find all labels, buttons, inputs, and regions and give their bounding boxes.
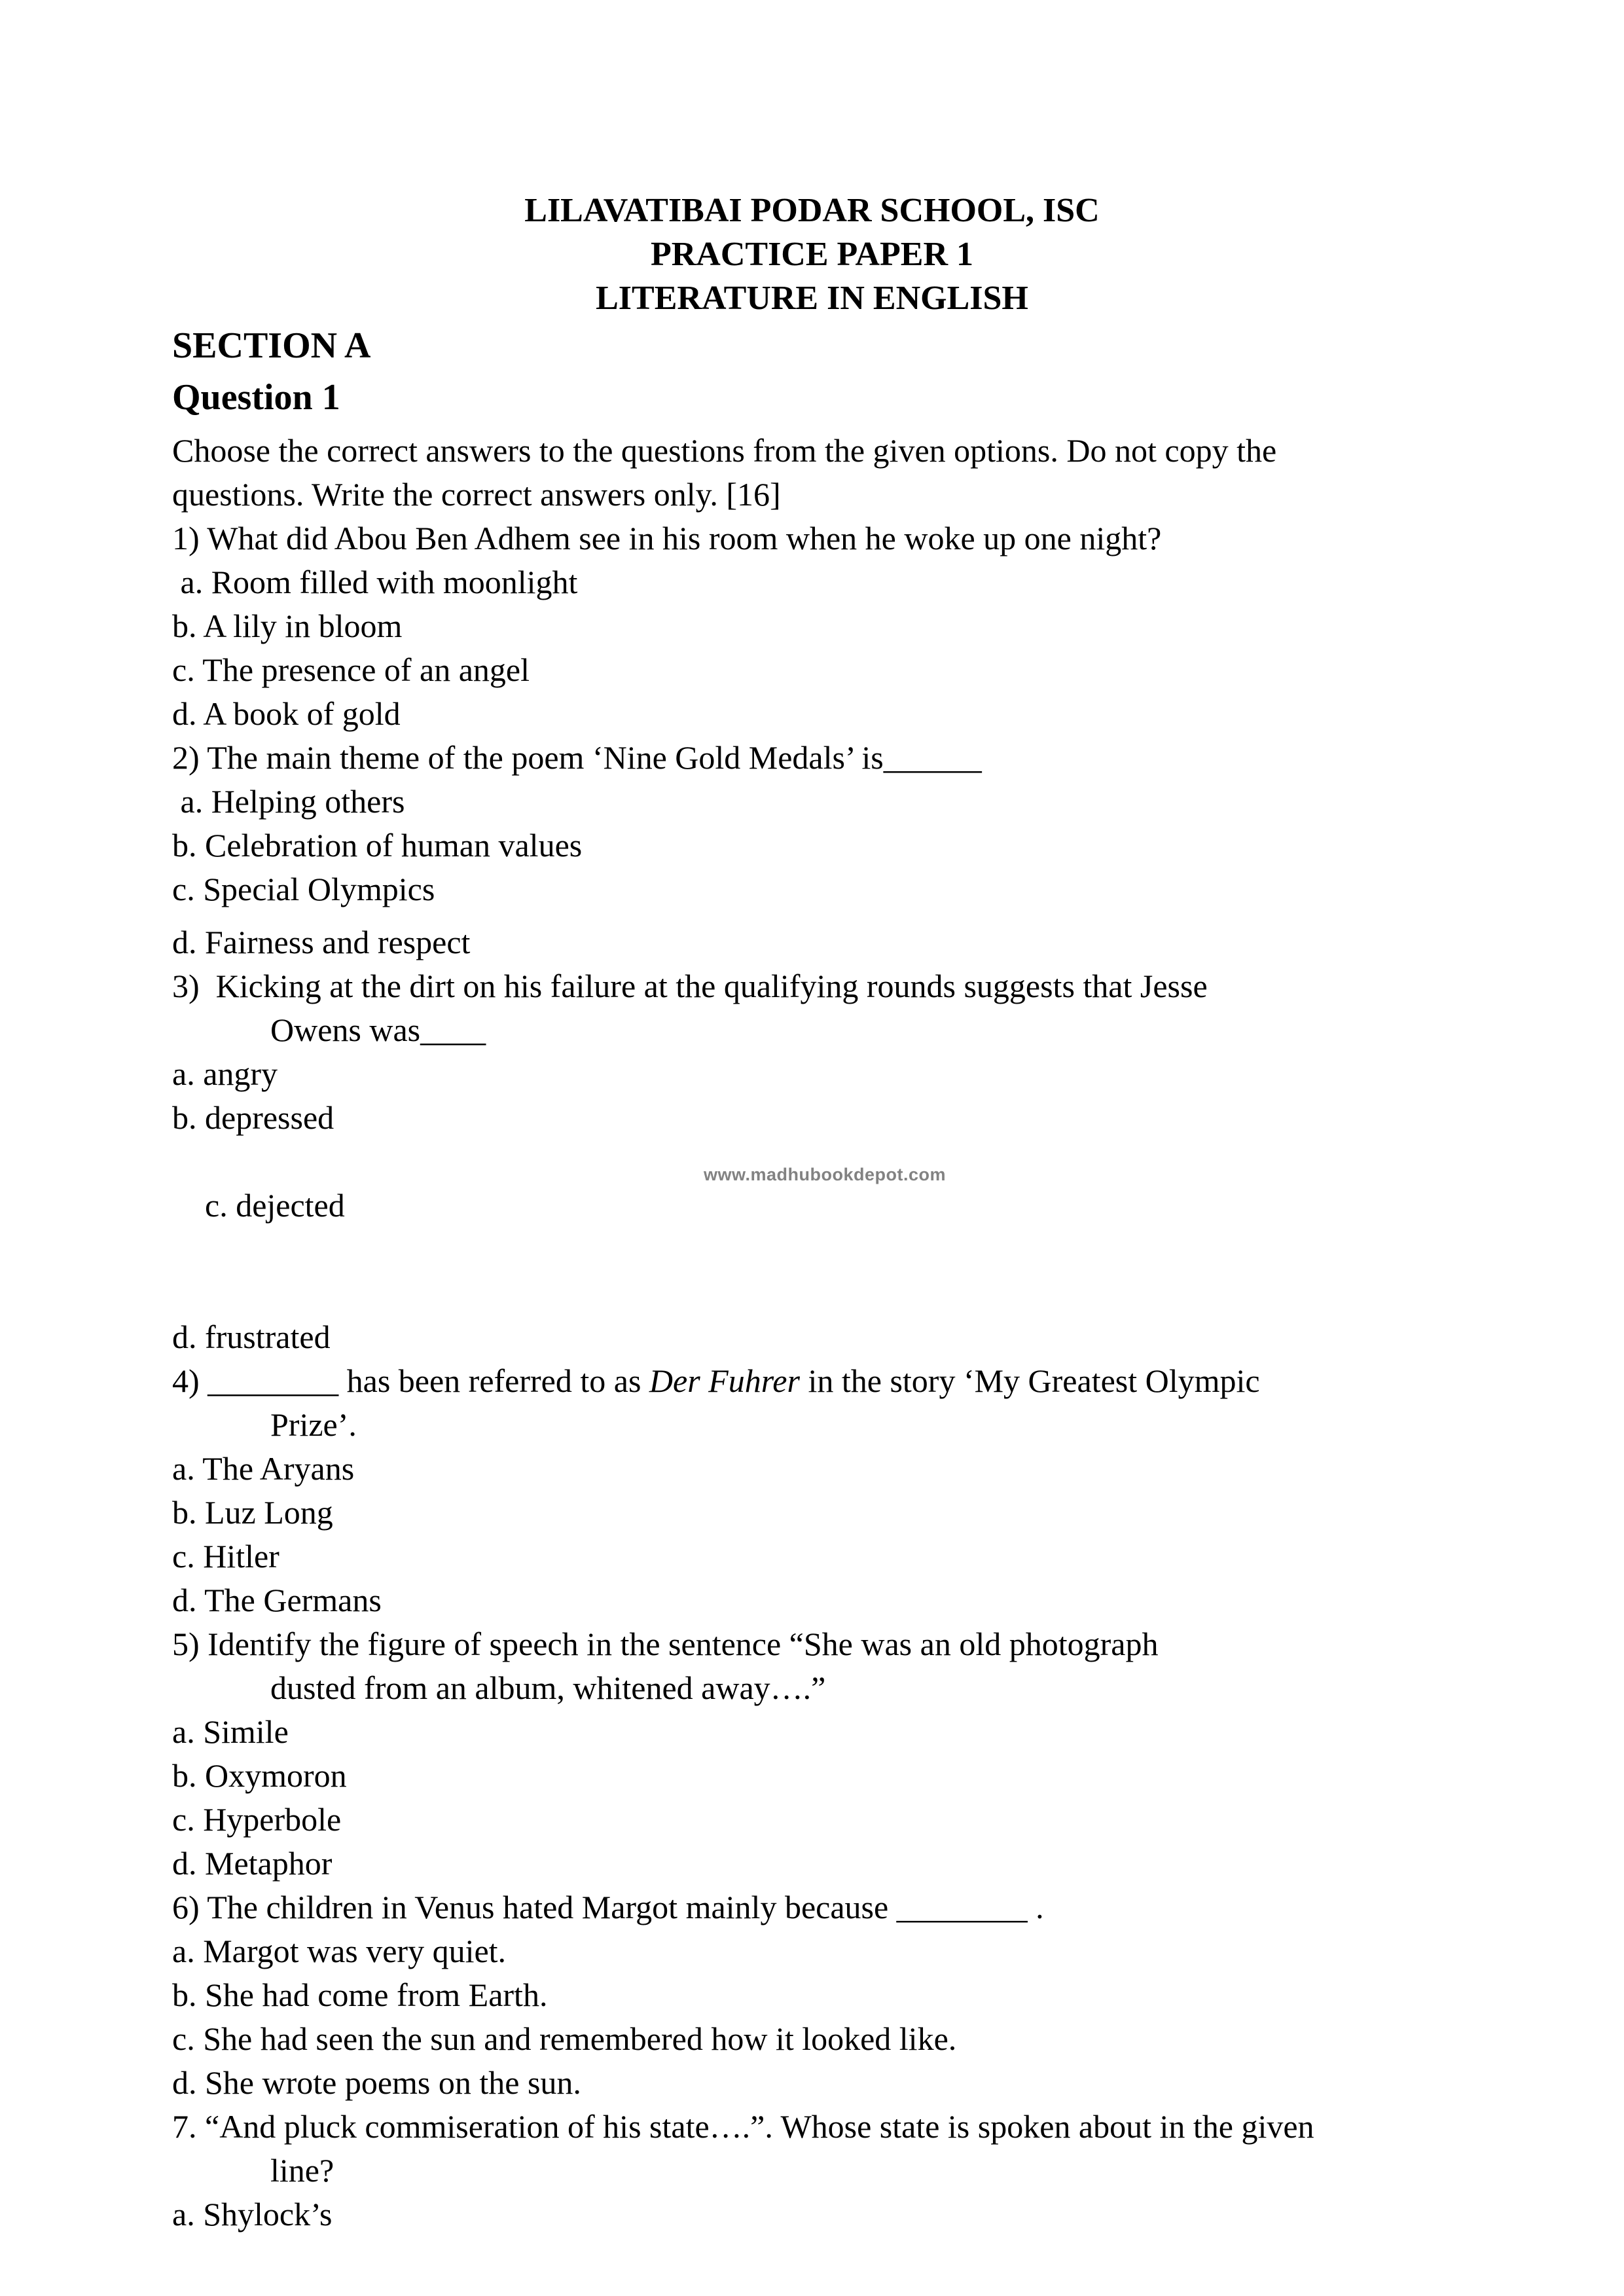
q2-stem: 2) The main theme of the poem ‘Nine Gold Medals’ is______	[172, 739, 982, 776]
question-1-heading: Question 1	[172, 377, 340, 418]
q1-option-a: a. Room filled with moonlight	[172, 564, 578, 600]
q1-option-c: c. The presence of an angel	[172, 651, 530, 688]
q3-option-c	[172, 1140, 1624, 1315]
q2-option-a: a. Helping others	[172, 783, 405, 820]
q4-stem-line-2: Prize’.	[270, 1406, 357, 1443]
q6-option-b: b. She had come from Earth.	[172, 1977, 548, 2013]
q1-option-b: b. A lily in bloom	[172, 608, 403, 644]
q1-stem: 1) What did Abou Ben Adhem see in his room when he woke up one night?	[172, 520, 1162, 556]
q3-stem-line-2: Owens was____	[270, 1011, 486, 1048]
q6-option-d: d. She wrote poems on the sun.	[172, 2064, 581, 2101]
section-a-heading: SECTION A	[172, 325, 371, 366]
q4-option-b: b. Luz Long	[172, 1494, 333, 1531]
q6-stem: 6) The children in Venus hated Margot mainly because ________ .	[172, 1889, 1044, 1925]
instructions-line-1: Choose the correct answers to the questions from the given options. Do not copy the	[172, 432, 1277, 469]
school-name: LILAVATIBAI PODAR SCHOOL, ISC	[524, 192, 1100, 229]
q4-option-c: c. Hitler	[172, 1538, 280, 1575]
watermark-text: www.madhubookdepot.com	[704, 1165, 947, 1184]
q7-stem-line-2: line?	[270, 2152, 334, 2189]
q3-option-c-text: c. dejected	[205, 1187, 345, 1224]
q4-stem-line-1	[172, 1359, 1624, 1403]
q3-option-d: d. frustrated	[172, 1319, 331, 1355]
q4-stem-italic-der-fuhrer: Der Fuhrer	[649, 1362, 800, 1399]
q3-option-b: b. depressed	[172, 1099, 334, 1136]
q4-stem-post: in the story ‘My Greatest Olympic	[799, 1362, 1260, 1399]
q3-stem-line-1: 3) Kicking at the dirt on his failure at the qualifying rounds suggests that Jesse	[172, 968, 1208, 1004]
q5-option-c: c. Hyperbole	[172, 1801, 342, 1838]
q5-stem-line-2: dusted from an album, whitened away….”	[270, 1669, 826, 1706]
q3-option-a: a. angry	[172, 1055, 278, 1092]
q2-option-b: b. Celebration of human values	[172, 827, 583, 864]
q2-option-d: d. Fairness and respect	[172, 924, 471, 960]
q4-stem-pre: 4) ________ has been referred to as	[172, 1362, 649, 1399]
q1-option-d: d. A book of gold	[172, 695, 401, 732]
q5-option-d: d. Metaphor	[172, 1845, 333, 1882]
q2-option-c: c. Special Olympics	[172, 871, 435, 907]
q4-option-d: d. The Germans	[172, 1582, 382, 1618]
q5-option-b: b. Oxymoron	[172, 1757, 347, 1794]
instructions-line-2: questions. Write the correct answers only. [16]	[172, 476, 781, 513]
q4-option-a: a. The Aryans	[172, 1450, 355, 1487]
q7-option-a: a. Shylock’s	[172, 2196, 333, 2232]
q6-option-a: a. Margot was very quiet.	[172, 1933, 507, 1969]
q5-stem-line-1: 5) Identify the figure of speech in the sentence “She was an old photograph	[172, 1626, 1159, 1662]
q7-stem-line-1: 7. “And pluck commiseration of his state….”. Whose state is spoken about in the given	[172, 2108, 1314, 2145]
paper-title: PRACTICE PAPER 1	[650, 236, 974, 273]
q6-option-c: c. She had seen the sun and remembered how it looked like.	[172, 2020, 957, 2057]
subject-title: LITERATURE IN ENGLISH	[596, 280, 1028, 317]
practice-paper-page	[0, 189, 1624, 2236]
q5-option-a: a. Simile	[172, 1713, 289, 1750]
